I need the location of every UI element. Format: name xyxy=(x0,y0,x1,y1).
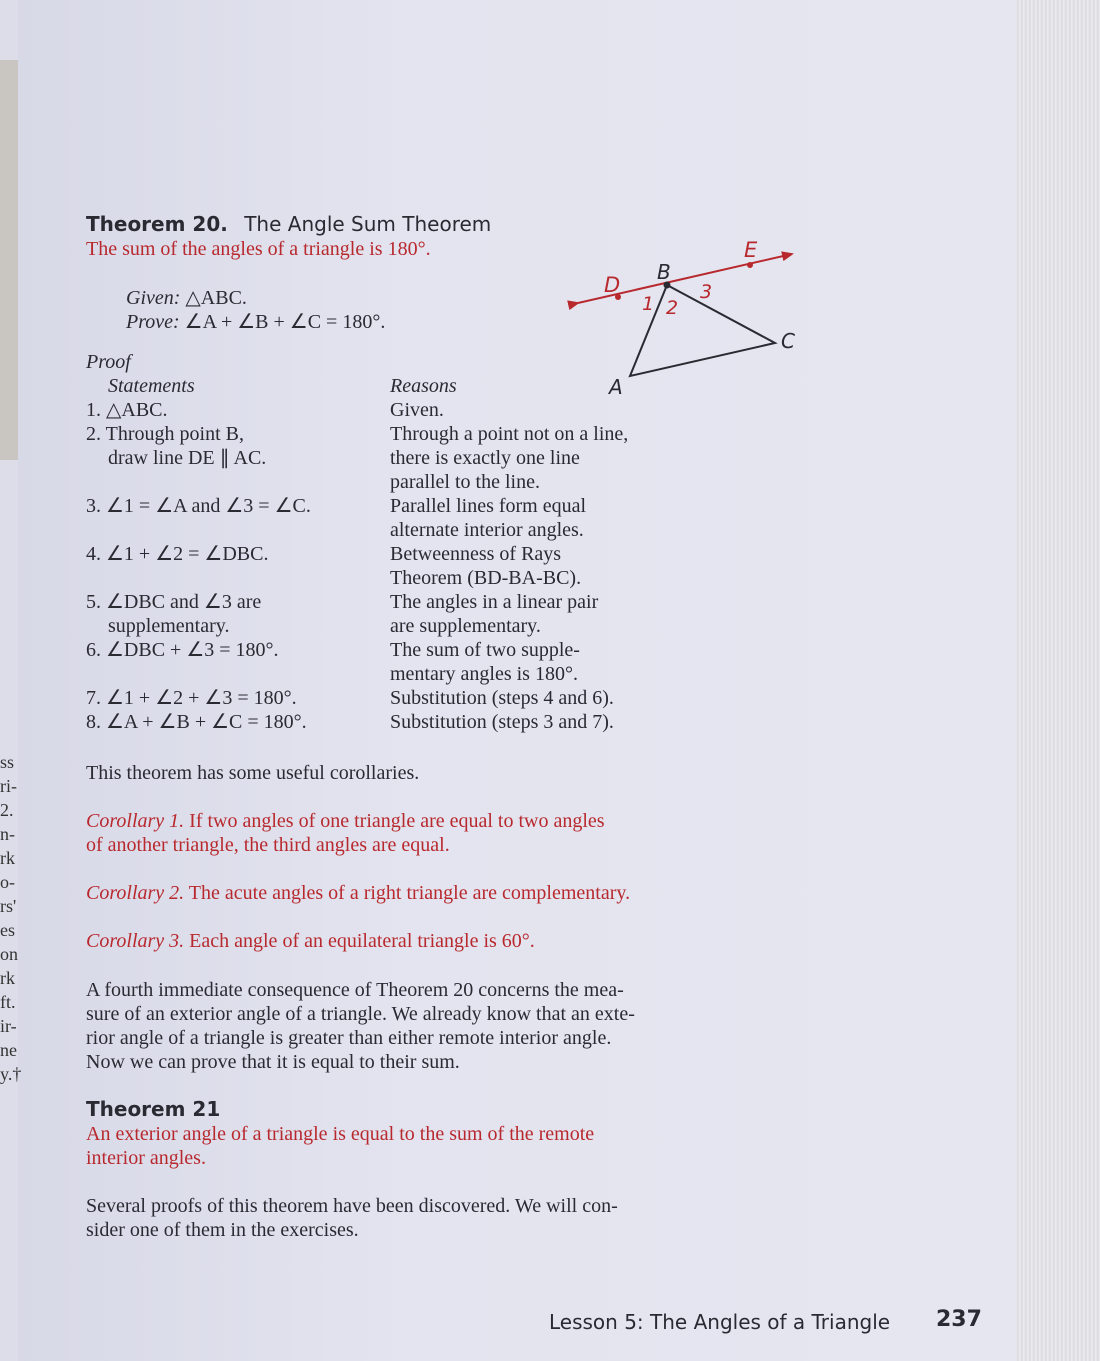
corollary-text: of another triangle, the third angles are equal. xyxy=(86,834,450,856)
proof-reason xyxy=(390,398,444,422)
paragraph-line: sider one of them in the exercises. xyxy=(86,1219,359,1241)
statement-line: 3. ∠1 = ∠A and ∠3 = ∠C. xyxy=(86,495,311,517)
margin-fragment: rk xyxy=(0,848,15,868)
proof-row xyxy=(86,398,726,422)
corollary-text: Each angle of an equilateral triangle is 60°. xyxy=(189,930,535,952)
corollary-line xyxy=(86,929,726,953)
theorem-20-title: The Angle Sum Theorem xyxy=(244,212,492,236)
reason-line: alternate interior angles. xyxy=(390,519,584,541)
reason-line: parallel to the line. xyxy=(390,471,540,493)
margin-fragment: rk xyxy=(0,968,15,988)
proof-statement xyxy=(86,542,390,590)
margin-fragment: es xyxy=(0,920,15,940)
margin-fragment: ft. xyxy=(0,992,16,1012)
prove-value: ∠A + ∠B + ∠C = 180°. xyxy=(184,311,386,333)
proof-statement xyxy=(86,494,390,542)
statement-line: 4. ∠1 + ∠2 = ∠DBC. xyxy=(86,543,269,565)
proof-reason xyxy=(390,638,580,686)
corollary-label: Corollary 2. xyxy=(86,882,185,904)
exterior-angle-paragraph xyxy=(86,978,726,1074)
theorem-20-label: Theorem 20. xyxy=(86,212,228,236)
proof-statement xyxy=(86,590,390,638)
corollary-label: Corollary 1. xyxy=(86,810,185,832)
theorem-21-line: An exterior angle of a triangle is equal to the sum of the remote xyxy=(86,1123,595,1145)
label-c: C xyxy=(781,329,795,353)
proof-reason xyxy=(390,422,628,494)
reason-line: mentary angles is 180°. xyxy=(390,663,578,685)
reason-line: Theorem (BD-BA-BC). xyxy=(390,567,582,589)
paragraph-line: Now we can prove that it is equal to their sum. xyxy=(86,1051,460,1073)
proof-table xyxy=(86,398,726,734)
margin-fragment: n- xyxy=(0,824,15,844)
margin-fragment: rs' xyxy=(0,896,17,916)
corollary-line xyxy=(86,881,726,905)
proof-title: Proof xyxy=(86,351,131,373)
reason-line: are supplementary. xyxy=(390,615,541,637)
proof-reason xyxy=(390,542,581,590)
paragraph-line: rior angle of a triangle is greater than either remote interior angle. xyxy=(86,1027,612,1049)
margin-fragment: ne xyxy=(0,1040,17,1060)
proof-statement xyxy=(86,398,390,422)
label-d: D xyxy=(604,273,621,297)
label-b: B xyxy=(657,260,671,284)
corollary-text: If two angles of one triangle are equal to two angles xyxy=(189,810,605,832)
reason-line: Substitution (steps 4 and 6). xyxy=(390,687,614,709)
reason-line: Parallel lines form equal xyxy=(390,495,587,517)
proof-row xyxy=(86,422,726,494)
prove-label: Prove: xyxy=(126,311,180,333)
angle-2-label: 2 xyxy=(666,297,679,319)
footer-lesson-title: Lesson 5: The Angles of a Triangle xyxy=(549,1310,891,1334)
angle-3-label: 3 xyxy=(700,281,713,303)
reason-line: Through a point not on a line, xyxy=(390,423,629,445)
proof-row xyxy=(86,494,726,542)
margin-fragment: 2. xyxy=(0,800,14,820)
previous-page-image-edge xyxy=(0,60,18,460)
label-a: A xyxy=(609,375,623,399)
reasons-header: Reasons xyxy=(390,375,457,397)
proof-reason xyxy=(390,686,614,710)
proof-row xyxy=(86,686,726,710)
proof-statement xyxy=(86,710,390,734)
corollary-2 xyxy=(86,881,726,905)
reason-line: Substitution (steps 3 and 7). xyxy=(390,711,614,733)
corollary-text: The acute angles of a right triangle are complementary. xyxy=(188,882,631,904)
statement-line: 6. ∠DBC + ∠3 = 180°. xyxy=(86,639,279,661)
reason-line: Betweenness of Rays xyxy=(390,543,562,565)
proof-row xyxy=(86,542,726,590)
statement-line: 1. △ABC. xyxy=(86,399,168,421)
theorem-21-label: Theorem 21 xyxy=(86,1097,221,1121)
statements-header: Statements xyxy=(108,375,195,397)
margin-fragment: ir- xyxy=(0,1016,17,1036)
theorem-21-line: interior angles. xyxy=(86,1147,206,1169)
proof-row xyxy=(86,638,726,686)
label-e: E xyxy=(744,238,758,262)
given-label: Given: xyxy=(126,287,181,309)
corollary-line xyxy=(86,833,726,857)
reason-line: The angles in a linear pair xyxy=(390,591,599,613)
proofs-paragraph xyxy=(86,1194,726,1242)
proof-row xyxy=(86,710,726,734)
corollary-line xyxy=(86,809,726,833)
proof-statement xyxy=(86,638,390,686)
margin-fragment: on xyxy=(0,944,18,964)
statement-line: 7. ∠1 + ∠2 + ∠3 = 180°. xyxy=(86,687,297,709)
given-line xyxy=(126,286,247,310)
corollary-3 xyxy=(86,929,726,953)
statement-line: 8. ∠A + ∠B + ∠C = 180°. xyxy=(86,711,307,733)
proof-reason xyxy=(390,710,614,734)
corollaries xyxy=(86,809,726,977)
margin-fragment: o- xyxy=(0,872,15,892)
theorem-20-statement: The sum of the angles of a triangle is 180°. xyxy=(86,238,431,260)
page-stack-edge xyxy=(1016,0,1100,1361)
statement-line: supplementary. xyxy=(108,615,230,637)
corollary-intro: This theorem has some useful corollaries. xyxy=(86,762,420,784)
paragraph-line: A fourth immediate consequence of Theorem 20 concerns the mea- xyxy=(86,979,624,1001)
paragraph-line: sure of an exterior angle of a triangle. We already know that an exte- xyxy=(86,1003,635,1025)
triangle-diagram xyxy=(560,230,810,400)
left-margin-fragments xyxy=(0,750,24,1086)
point-e xyxy=(747,262,753,268)
theorem-21-statement xyxy=(86,1122,726,1170)
statement-line: 5. ∠DBC and ∠3 are xyxy=(86,591,262,613)
statement-line: 2. Through point B, xyxy=(86,423,244,445)
angle-1-label: 1 xyxy=(642,293,655,315)
proof-reason xyxy=(390,494,586,542)
proof-statement xyxy=(86,686,390,710)
reason-line: Given. xyxy=(390,399,444,421)
proof-statement xyxy=(86,422,390,494)
margin-fragment: ri- xyxy=(0,776,17,796)
margin-fragment: y.† xyxy=(0,1064,22,1084)
proof-reason xyxy=(390,590,598,638)
reason-line: The sum of two supple- xyxy=(390,639,580,661)
margin-fragment: ss xyxy=(0,752,15,772)
corollary-1 xyxy=(86,809,726,857)
statement-line: draw line DE ∥ AC. xyxy=(108,447,267,469)
reason-line: there is exactly one line xyxy=(390,447,580,469)
proof-row xyxy=(86,590,726,638)
given-value: △ABC. xyxy=(185,287,247,309)
page-number: 237 xyxy=(936,1307,982,1332)
corollary-label: Corollary 3. xyxy=(86,930,185,952)
paragraph-line: Several proofs of this theorem have been discovered. We will con- xyxy=(86,1195,618,1217)
theorem-20-heading xyxy=(86,212,491,236)
prove-line xyxy=(126,310,385,334)
